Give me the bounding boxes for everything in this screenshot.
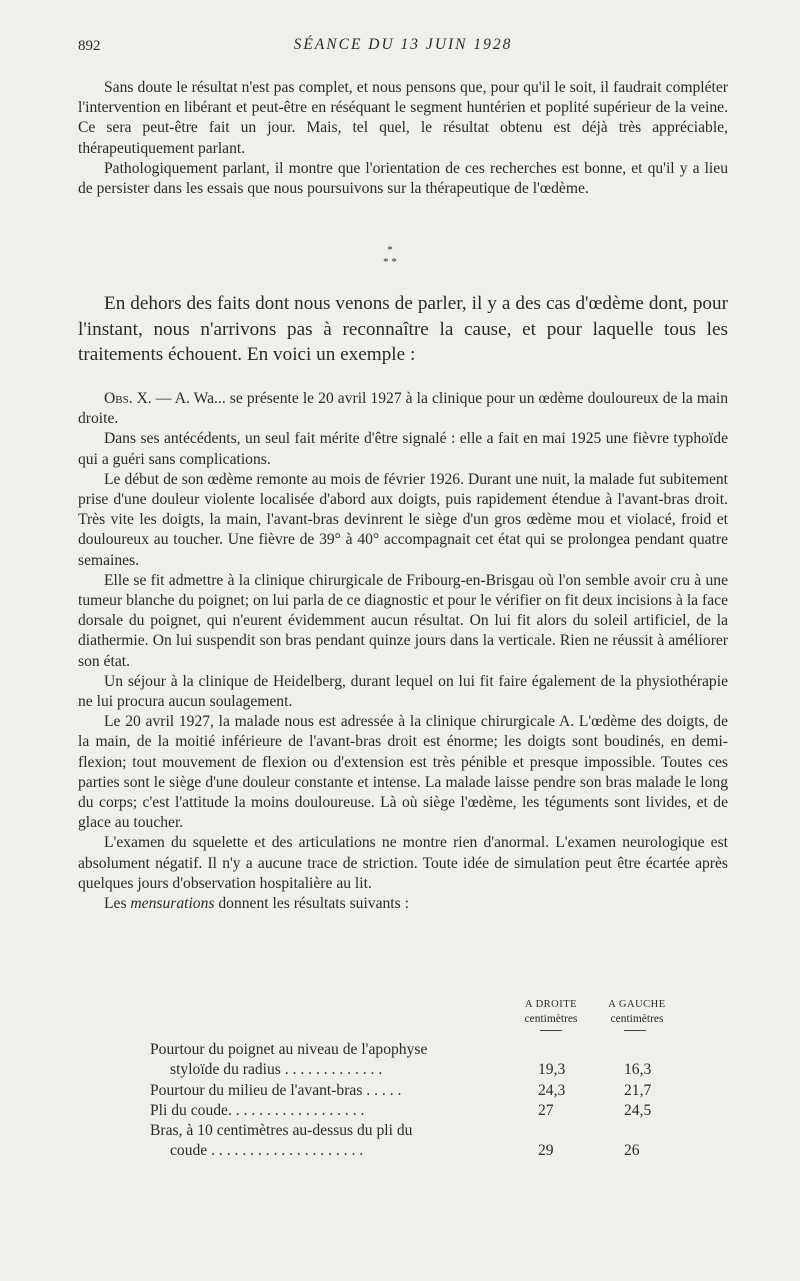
running-title: SÉANCE DU 13 JUIN 1928	[293, 36, 513, 53]
row-label: Pourtour du poignet au niveau de l'apophyse	[150, 1041, 428, 1058]
asterism-bottom: * *	[383, 256, 397, 268]
value-gauche: 24,5	[624, 1101, 652, 1119]
observation-paragraph: L'examen du squelette et des articulations ne montre rien d'anormal. L'examen neurologique est absolument négatif. Il n'y a aucune trace de striction. Toute idée de simulation peut être écartée après quelques jours d'observation hospitalière au lit.	[78, 834, 728, 892]
observation-paragraph: Un séjour à la clinique de Heidelberg, durant lequel on lui fit faire également de la physiothérapie ne lui procura aucun soulagement.	[78, 672, 728, 711]
row-label: Pli du coude. . . . . . . . . . . . . . . . . .	[150, 1101, 365, 1119]
paragraph: Sans doute le résultat n'est pas complet, et nous pensons que, pour qu'il le soit, il faudrait compléter l'intervention en libérant et peut-être en réséquant le segment huntérien et poplité supérieur de la veine. Ce sera peut-être fait un jour. Mais, tel quel, le résultat obtenu est déjà très appréciable, thérapeutiquement parlant.	[78, 79, 728, 157]
column-header-unit: centimètres	[524, 1013, 578, 1025]
value-droite: 19,3	[538, 1061, 566, 1079]
observation-label: Obs. X.	[104, 390, 152, 407]
table-row	[150, 1081, 710, 1101]
observation-last-paragraph	[78, 894, 728, 914]
table-row	[150, 1101, 710, 1121]
intro-paragraph: En dehors des faits dont nous venons de parler, il y a des cas d'œdème dont, pour l'instant, nous n'arrivons pas à reconnaître la cause, et pour laquelle tous les traitements échouent. En voici un exemple :	[78, 293, 728, 365]
measurements-table	[150, 1040, 710, 1162]
value-droite: 29	[538, 1142, 554, 1160]
row-label: styloïde du radius . . . . . . . . . . . . .	[170, 1061, 383, 1079]
page-header	[78, 34, 728, 56]
observation-paragraph: Le 20 avril 1927, la malade nous est adressée à la clinique chirurgicale A. L'œdème des doigts, de la main, de la moitié inférieure de l'avant-bras droit est énorme; les doigts sont boudinés, en demi-flexion; tout mouvement de flexion ou d'extension est très pénible et presque impossible. Toutes ces parties sont le siège d'une douleur constante et intense. La malade laisse pendre son bras malade le long du corps; c'est l'attitude la moins douloureuse. Là où siège l'œdème, les téguments sont livides, et de glace au toucher.	[78, 713, 728, 832]
table-row	[150, 1060, 710, 1080]
column-header-top: A DROITE	[524, 999, 578, 1010]
observation-paragraph: Dans ses antécédents, un seul fait mérite d'être signalé : elle a fait en mai 1925 une fièvre typhoïde qui a guéri sans complications.	[78, 430, 728, 468]
top-section	[78, 78, 728, 199]
row-label: Bras, à 10 centimètres au-dessus du pli du	[150, 1122, 413, 1140]
observation-first-text: — A. Wa... se présente le 20 avril 1927 à la clinique pour un œdème douloureux de la main droite.	[78, 390, 728, 428]
row-label: coude . . . . . . . . . . . . . . . . . . . .	[170, 1142, 364, 1160]
observation-first-paragraph	[78, 389, 728, 429]
value-gauche: 16,3	[624, 1061, 652, 1079]
value-gauche: 26	[624, 1142, 640, 1160]
column-header-droite	[506, 998, 596, 1026]
mensurations-italic: mensurations	[130, 895, 215, 913]
table-row	[150, 1040, 710, 1060]
table-row	[150, 1141, 710, 1161]
asterism-top: *	[387, 244, 393, 256]
value-droite: 27	[538, 1101, 554, 1119]
observation-paragraph: Le début de son œdème remonte au mois de février 1926. Durant une nuit, la malade fut subitement prise d'une douleur violente localisée d'abord aux doigts, puis rapidement étendue à l'avant-bras droit. Très vite les doigts, la main, l'avant-bras devinrent le siège d'un gros œdème mou et violacé, froid et douloureux au toucher. Une fièvre de 39° à 40° accompagnait cet état qui se prolongea pendant quatre semaines.	[78, 470, 728, 569]
asterism	[360, 244, 420, 272]
column-rule	[624, 1030, 646, 1031]
value-gauche: 21,7	[624, 1081, 652, 1099]
table-row	[150, 1121, 710, 1141]
column-rule	[540, 1030, 562, 1031]
value-droite: 24,3	[538, 1081, 566, 1099]
paragraph: Pathologiquement parlant, il montre que l'orientation de ces recherches est bonne, et qu'il y a lieu de persister dans les essais que nous poursuivons sur la thérapeutique de l'œdème.	[78, 159, 728, 198]
page-number: 892	[78, 38, 101, 54]
text-run: Les	[104, 895, 131, 913]
observation-paragraph: Elle se fit admettre à la clinique chirurgicale de Fribourg-en-Brisgau où l'on semble avoir cru à une tumeur blanche du poignet; on lui parla de ce diagnostic et pour le vérifier on fit deux incisions à la face dorsale du poignet, qui n'eurent évidemment aucun résultat. On lui fit alors du soleil artificiel, de la diathermie. On lui suspendit son bras pendant quinze jours dans la verticale. Rien ne réussit à améliorer son état.	[78, 571, 728, 670]
column-header-gauche	[592, 998, 682, 1026]
column-header-unit: centimètres	[610, 1013, 664, 1025]
column-header-top: A GAUCHE	[608, 999, 666, 1010]
row-label: Pourtour du milieu de l'avant-bras . . . . .	[150, 1081, 402, 1099]
observation-section	[78, 389, 728, 914]
intro-section	[78, 291, 728, 368]
text-run: donnent les résultats suivants :	[214, 895, 409, 913]
